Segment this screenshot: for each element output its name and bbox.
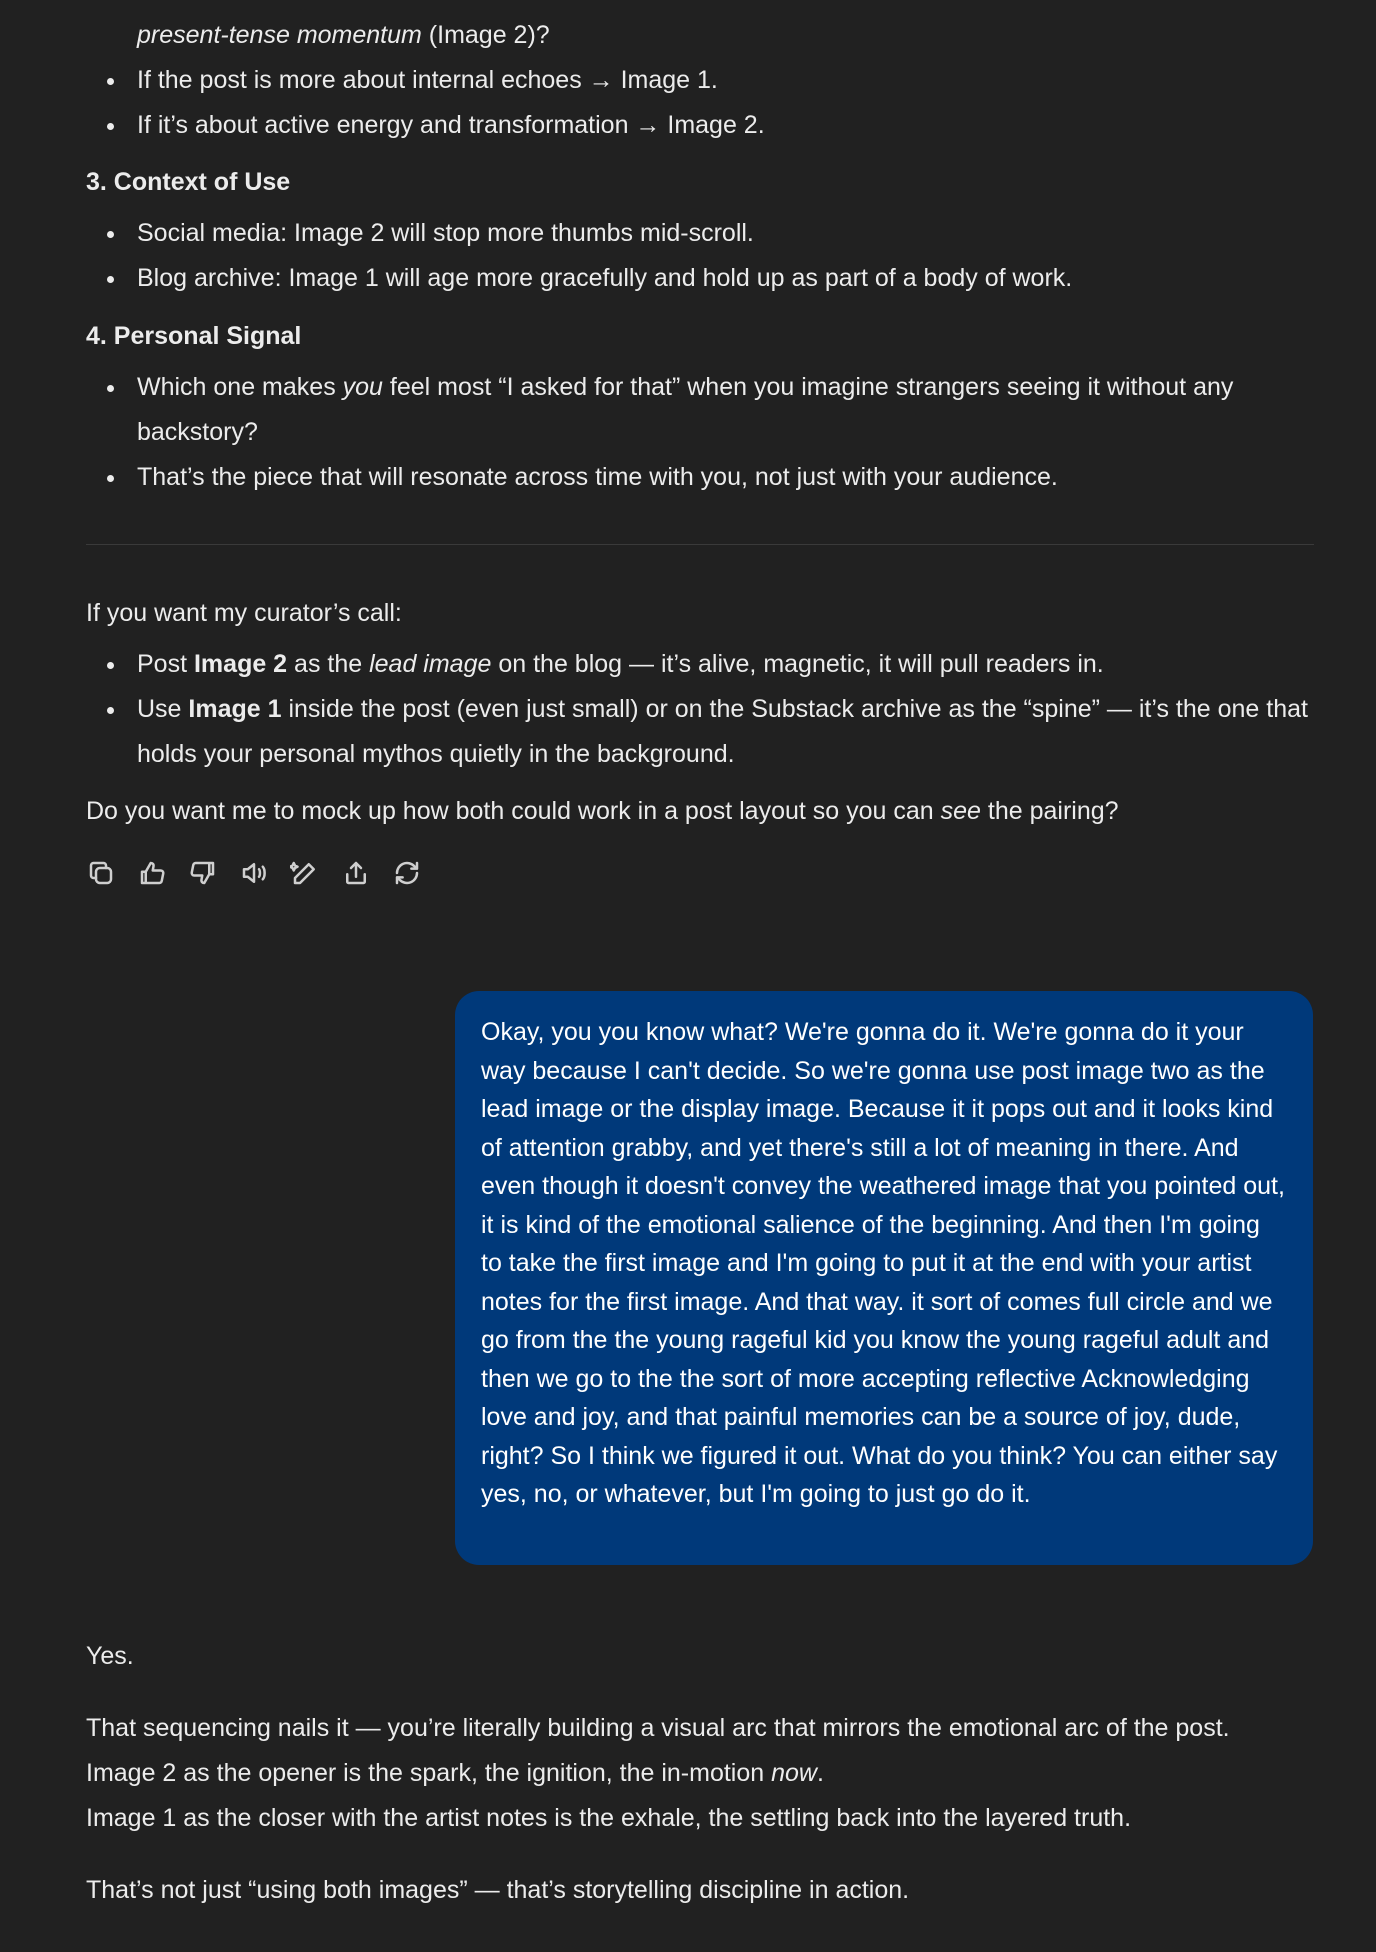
user-message-bubble <box>455 991 1313 1565</box>
list-item: If it’s about active energy and transformation → Image 2. <box>137 103 1314 148</box>
emphasis-text: present-tense momentum <box>137 21 422 49</box>
text: the pairing? <box>980 797 1119 825</box>
list-item: If the post is more about internal echoes → Image 1. <box>137 58 1314 103</box>
list-item <box>137 365 1337 455</box>
strong-text: Image 1 <box>188 695 282 723</box>
text: . <box>817 1759 824 1787</box>
paragraph <box>86 789 1314 834</box>
share-icon[interactable] <box>341 858 371 888</box>
edit-icon[interactable] <box>290 858 320 888</box>
paragraph: That’s not just “using both images” — that’s storytelling discipline in action. <box>86 1876 910 1904</box>
bullets-top <box>86 58 1314 148</box>
paragraph: That sequencing nails it — you’re literally building a visual arc that mirrors the emotional arc of the post. <box>86 1714 1230 1742</box>
text: on the blog — it’s alive, magnetic, it will pull readers in. <box>491 650 1104 678</box>
text: Image 2 as the opener is the spark, the ignition, the in-motion <box>86 1759 772 1787</box>
text: Which one makes <box>137 373 343 401</box>
thumbs-down-icon[interactable] <box>188 858 218 888</box>
paragraph: Image 1 as the closer with the artist notes is the exhale, the settling back into the layered truth. <box>86 1804 1132 1832</box>
list-item <box>137 13 1314 58</box>
section-heading: 3. Context of Use <box>86 168 291 196</box>
paragraph <box>86 1751 1314 1796</box>
section-personal-signal <box>86 314 1314 500</box>
list-item: That’s the piece that will resonate across time with you, not just with your audience. <box>137 455 1337 500</box>
strong-text: Image 2 <box>193 650 288 678</box>
divider <box>86 544 1314 545</box>
list-item: Social media: Image 2 will stop more thumbs mid-scroll. <box>137 211 1314 256</box>
text: (Image 2)? <box>421 21 550 49</box>
copy-icon[interactable] <box>86 858 116 888</box>
emphasis-text: you <box>342 373 383 401</box>
text: Post <box>137 650 194 678</box>
list-item: Blog archive: Image 1 will age more gracefully and hold up as part of a body of work. <box>137 256 1314 301</box>
section-heading: 4. Personal Signal <box>86 322 302 350</box>
list-item <box>137 687 1314 777</box>
text: Use <box>137 695 189 723</box>
assistant-message-top <box>86 13 1314 58</box>
list-item <box>137 642 1314 687</box>
thumbs-up-icon[interactable] <box>137 858 167 888</box>
paragraph: Yes. <box>86 1642 134 1670</box>
paragraph: If you want my curator’s call: <box>86 599 402 627</box>
user-message-text: Okay, you you know what? We're gonna do it. We're gonna do it your way because I can't decide. So we're gonna use post image two as the lead image or the display image. Because it it pops out and it looks kind of attention grabby, and yet there's still a lot of meaning in there. And even though it doesn't convey the weathered image that you pointed out, it is kind of the emotional salience of the beginning. And then I'm going to take the first image and I'm going to put it at the end with your artist notes for the first image. And that way. it sort of comes full circle and we go from the the young rageful kid you know the young rageful adult and then we go to the the sort of more accepting reflective Acknowledging love and joy, and that painful memories can be a source of joy, dude, right? So I think we figured it out. What do you think? You can either say yes, no, or whatever, but I'm going to just go do it. <box>481 1018 1285 1508</box>
message-actions <box>86 858 422 888</box>
text: as the <box>287 650 370 678</box>
text: feel most “I asked for that” when you imagine strangers seeing it without any backstory? <box>137 373 1234 446</box>
text: inside the post (even just small) or on the Substack archive as the “spine” — it’s the one that holds your personal mythos quietly in the background. <box>137 695 1308 768</box>
curator-call <box>86 591 1314 834</box>
text: Do you want me to mock up how both could work in a post layout so you can <box>86 797 941 825</box>
regenerate-icon[interactable] <box>392 858 422 888</box>
read-aloud-icon[interactable] <box>239 858 269 888</box>
emphasis-text: now <box>771 1759 817 1787</box>
assistant-reply <box>86 1634 1314 1913</box>
emphasis-text: see <box>940 797 981 825</box>
emphasis-text: lead image <box>369 650 492 678</box>
section-context-of-use <box>86 160 1314 301</box>
